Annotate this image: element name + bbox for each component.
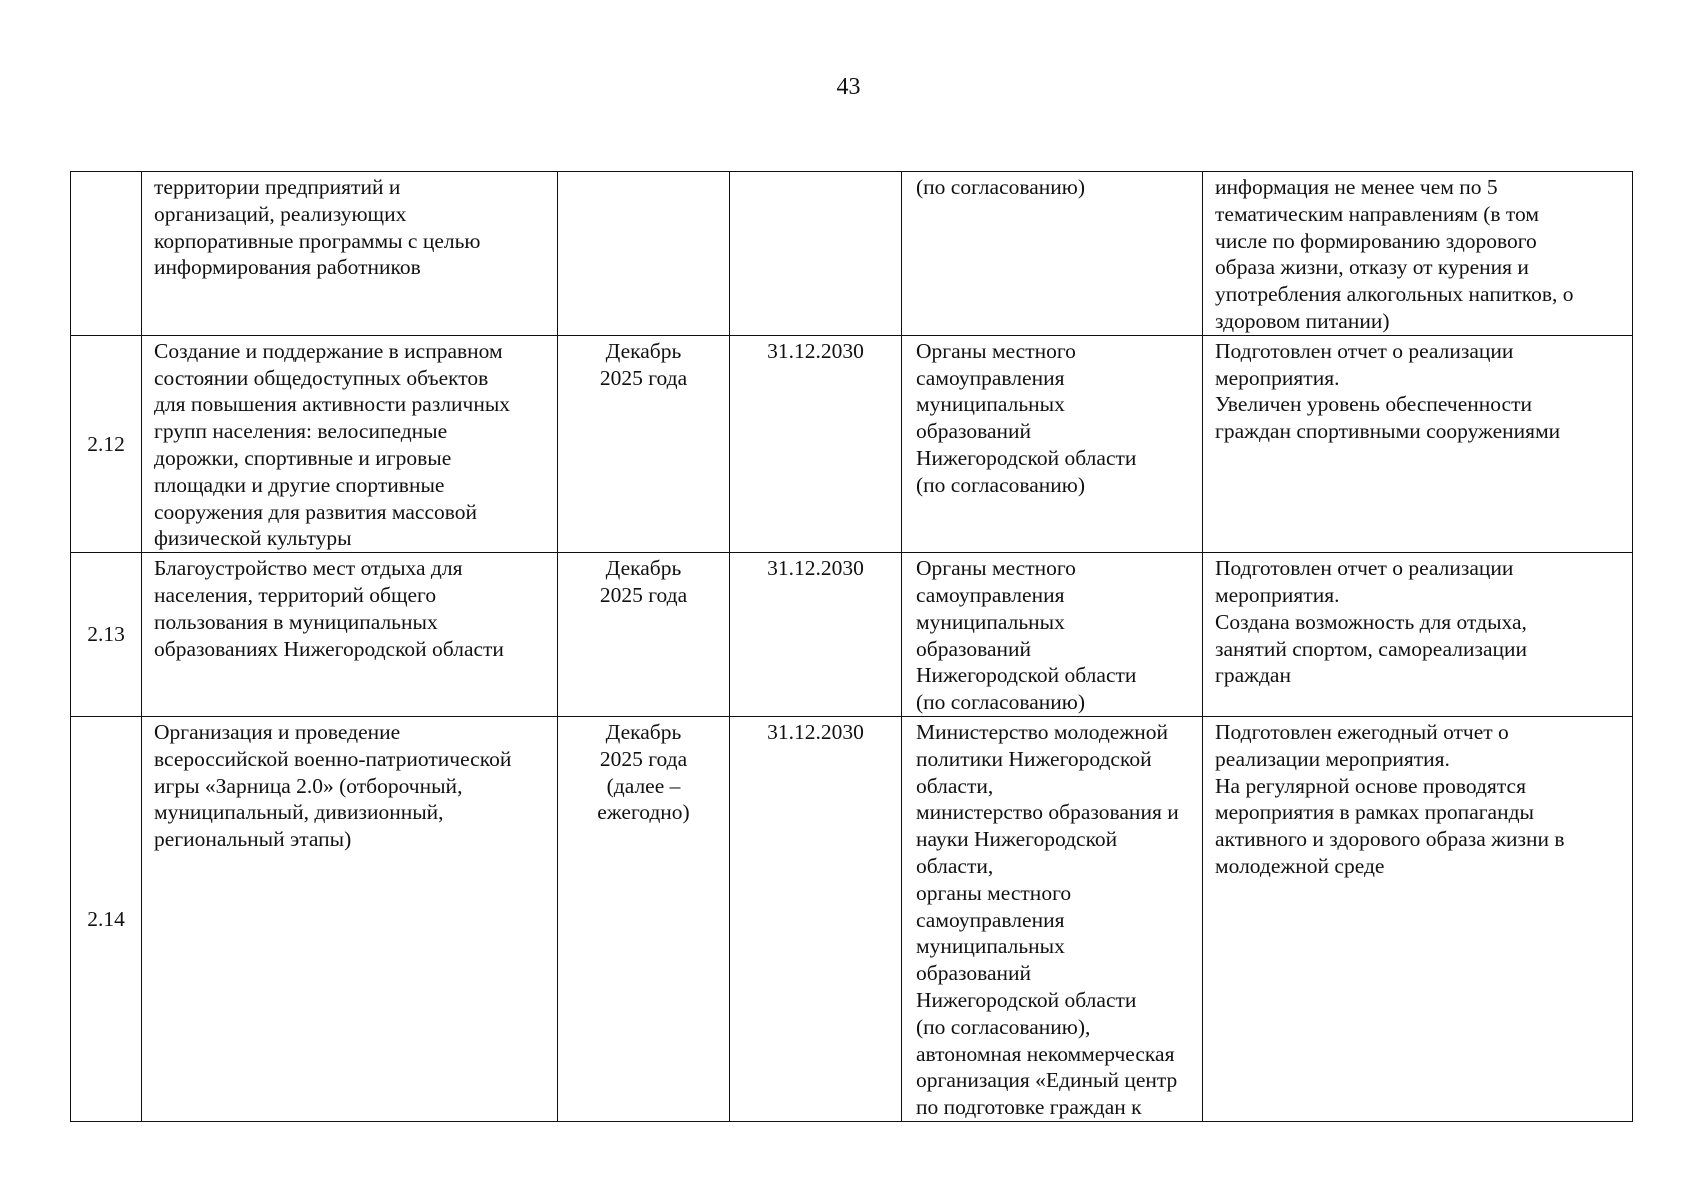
end-date-cell	[730, 172, 902, 336]
row-number-cell: 2.14	[71, 716, 142, 1121]
result-cell: Подготовлен отчет о реализации мероприятия. Увеличен уровень обеспеченности граждан спортивными сооружениями	[1203, 335, 1633, 552]
start-date-cell: Декабрь 2025 года	[558, 553, 730, 717]
table-row	[71, 553, 1633, 717]
row-number-cell: 2.12	[71, 335, 142, 552]
result-cell: информация не менее чем по 5 тематическим направлениям (в том числе по формированию здорового образа жизни, отказу от курения и употребления алкогольных напитков, о здоровом питании)	[1203, 172, 1633, 336]
end-date-cell: 31.12.2030	[730, 553, 902, 717]
responsible-cell: Министерство молодежной политики Нижегородской области, министерство образования и науки Нижегородской области, органы местного самоуправления муниципальных образований Нижегородской области (по согласованию), автономная некоммерческая организация «Единый центр по подготовке граждан к	[902, 716, 1203, 1121]
responsible-cell: Органы местного самоуправления муниципальных образований Нижегородской области (по согласованию)	[902, 335, 1203, 552]
activity-cell: Создание и поддержание в исправном состоянии общедоступных объектов для повышения активности различных групп населения: велосипедные дорожки, спортивные и игровые площадки и другие спортивные сооружения для развития массовой физической культуры	[142, 335, 558, 552]
start-date-cell: Декабрь 2025 года	[558, 335, 730, 552]
table-row	[71, 716, 1633, 1121]
activities-table	[70, 171, 1633, 1122]
responsible-cell: Органы местного самоуправления муниципальных образований Нижегородской области (по согласованию)	[902, 553, 1203, 717]
end-date-cell: 31.12.2030	[730, 335, 902, 552]
row-number-cell: 2.13	[71, 553, 142, 717]
responsible-cell: (по согласованию)	[902, 172, 1203, 336]
result-cell: Подготовлен ежегодный отчет о реализации мероприятия. На регулярной основе проводятся мероприятия в рамках пропаганды активного и здорового образа жизни в молодежной среде	[1203, 716, 1633, 1121]
result-cell: Подготовлен отчет о реализации мероприятия. Создана возможность для отдыха, занятий спортом, самореализации граждан	[1203, 553, 1633, 717]
start-date-cell: Декабрь 2025 года (далее – ежегодно)	[558, 716, 730, 1121]
start-date-cell	[558, 172, 730, 336]
end-date-cell: 31.12.2030	[730, 716, 902, 1121]
row-number-cell	[71, 172, 142, 336]
page-number: 43	[836, 74, 861, 100]
activity-cell: территории предприятий и организаций, реализующих корпоративные программы с целью информирования работников	[142, 172, 558, 336]
table-row	[71, 172, 1633, 336]
table-row	[71, 335, 1633, 552]
activity-cell: Организация и проведение всероссийской военно-патриотической игры «Зарница 2.0» (отборочный, муниципальный, дивизионный, региональный этапы)	[142, 716, 558, 1121]
activity-cell: Благоустройство мест отдыха для населения, территорий общего пользования в муниципальных образованиях Нижегородской области	[142, 553, 558, 717]
